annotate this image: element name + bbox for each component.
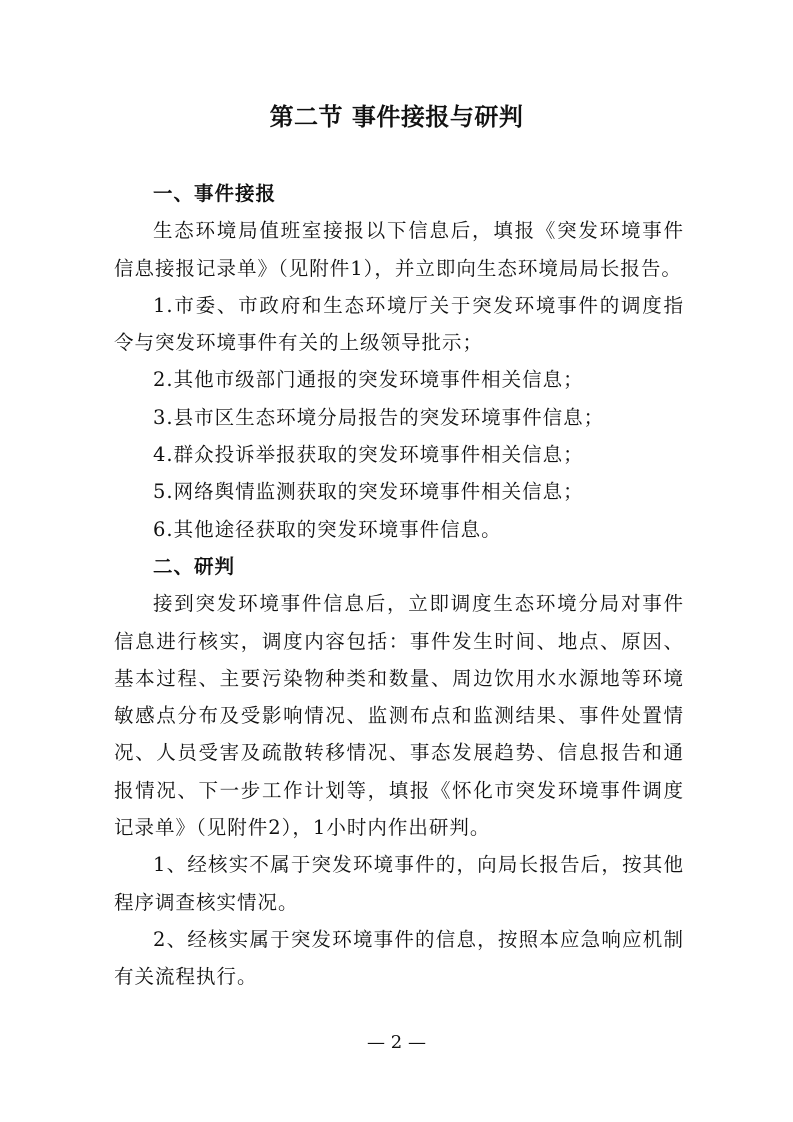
section1-item-3: 3.县市区生态环境分局报告的突发环境事件信息；: [153, 405, 605, 429]
section1-item-6: 6.其他途径获取的突发环境事件信息。: [153, 517, 502, 541]
section1-item-1: 1.市委、市政府和生态环境厅关于突发环境事件的调度指令与突发环境事件有关的上级领导批示；: [114, 293, 684, 355]
section2-heading: 二、研判: [153, 554, 236, 578]
document-body: [114, 175, 684, 996]
section1-item-5: 5.网络舆情监测获取的突发环境事件相关信息；: [153, 480, 584, 504]
section1-heading: 一、事件接报: [153, 182, 277, 205]
section1-intro: 生态环境局值班室接报以下信息后，填报《突发环境事件信息接报记录单》（见附件1），并立即向生态环境局局长报告。: [114, 219, 684, 280]
section2-item-1: 1、经核实不属于突发环境事件的，向局长报告后，按其他程序调查核实情况。: [114, 853, 684, 914]
page-number: — 2 —: [367, 1032, 426, 1053]
section1-item-2: 2.其他市级部门通报的突发环境事件相关信息；: [153, 368, 584, 392]
section-title: 第二节 事件接报与研判: [269, 103, 524, 131]
section2-intro: 接到突发环境事件信息后，立即调度生态环境分局对事件信息进行核实，调度内容包括：事件发生时间、地点、原因、基本过程、主要污染物种类和数量、周边饮用水水源地等环境敏感点分布及受影响情况、监测布点和监测结果、事件处置情况、人员受害及疏散转移情况、事态发展趋势、信息报告和通报情况、下一步工作计划等，填报《怀化市突发环境事件调度记录单》（见附件2），1小时内作出研判。: [114, 592, 684, 840]
section1-item-4: 4.群众投诉举报获取的突发环境事件相关信息；: [153, 443, 584, 467]
section2-item-2: 2、经核实属于突发环境事件的信息，按照本应急响应机制有关流程执行。: [114, 927, 684, 989]
